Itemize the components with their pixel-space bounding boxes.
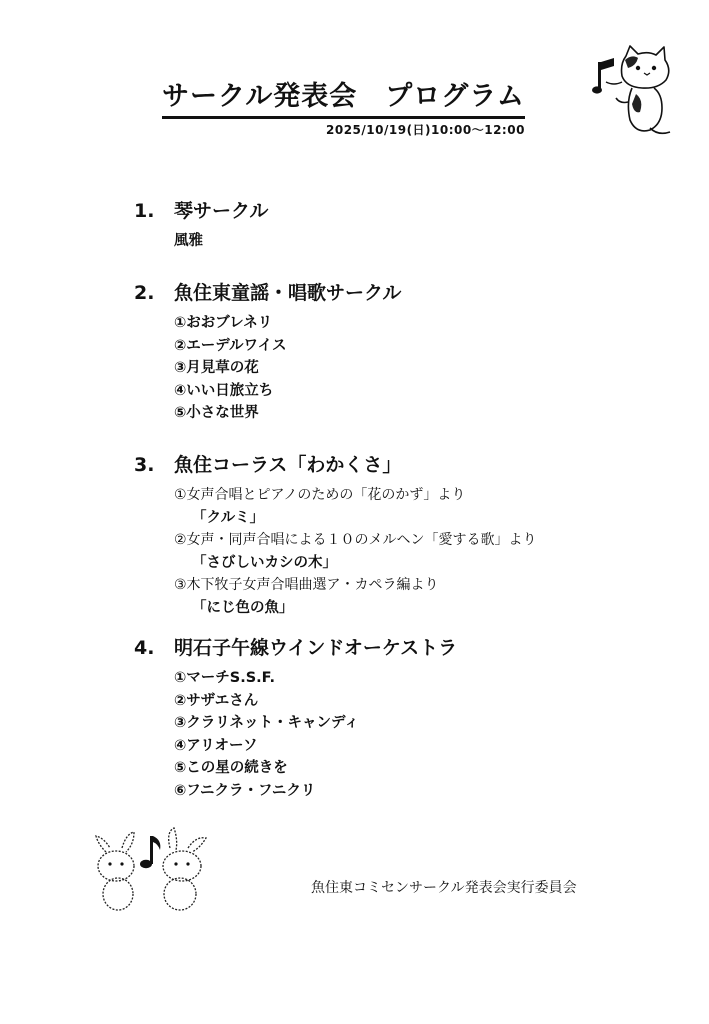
page-title: サークル発表会 プログラム: [162, 80, 525, 119]
list-item: ②サザエさん: [174, 692, 259, 709]
list-item: ⑤小さな世界: [174, 405, 259, 421]
section-title: 琴サークル: [174, 200, 269, 222]
list-item: ③木下牧子女声合唱曲選ア・カペラ編より: [174, 577, 439, 593]
list-item: ①女声合唱とピアノのための「花のかず」より: [174, 487, 466, 503]
song-title: 「クルミ」: [192, 509, 265, 526]
list-item: ③クラリネット・キャンディ: [174, 715, 359, 731]
list-item: ③月見草の花: [174, 360, 259, 376]
section-number: 2.: [134, 282, 155, 304]
list-item: ④いい日旅立ち: [174, 382, 274, 399]
song-title: 「にじ色の魚」: [192, 599, 294, 616]
list-item: ⑥フニクラ・フニクリ: [174, 782, 316, 799]
section-title: 明石子午線ウインドオーケストラ: [174, 637, 458, 659]
list-item: ⑤この星の続きを: [174, 760, 288, 776]
list-item: ①マーチS.S.F.: [174, 670, 275, 686]
song-title: 「さびしいカシの木」: [192, 554, 337, 571]
list-item: ④アリオーソ: [174, 737, 258, 754]
list-item: ②エーデルワイス: [174, 337, 287, 354]
section-title: 魚住東童謡・唱歌サークル: [174, 282, 402, 304]
section-number: 3.: [134, 454, 155, 476]
section-title: 魚住コーラス「わかくさ」: [174, 454, 402, 476]
section-number: 1.: [134, 200, 155, 222]
program-section-3: [134, 450, 537, 619]
program-section-4: [134, 633, 457, 802]
cat-holding-music-note-icon: [592, 42, 672, 142]
program-section-1: [134, 196, 268, 253]
section-number: 4.: [134, 637, 155, 659]
event-date: 2025/10/19(日)10:00～12:00: [326, 123, 525, 137]
rabbits-with-music-note-icon: [92, 822, 222, 914]
list-item: ①おおブレネリ: [174, 315, 273, 331]
organizer-name: 魚住東コミセンサークル発表会実行委員会: [311, 880, 577, 896]
program-section-2: [134, 278, 401, 425]
list-item: 風雅: [174, 233, 203, 249]
list-item: ②女声・同声合唱による１０のメルヘン「愛する歌」より: [174, 532, 537, 548]
